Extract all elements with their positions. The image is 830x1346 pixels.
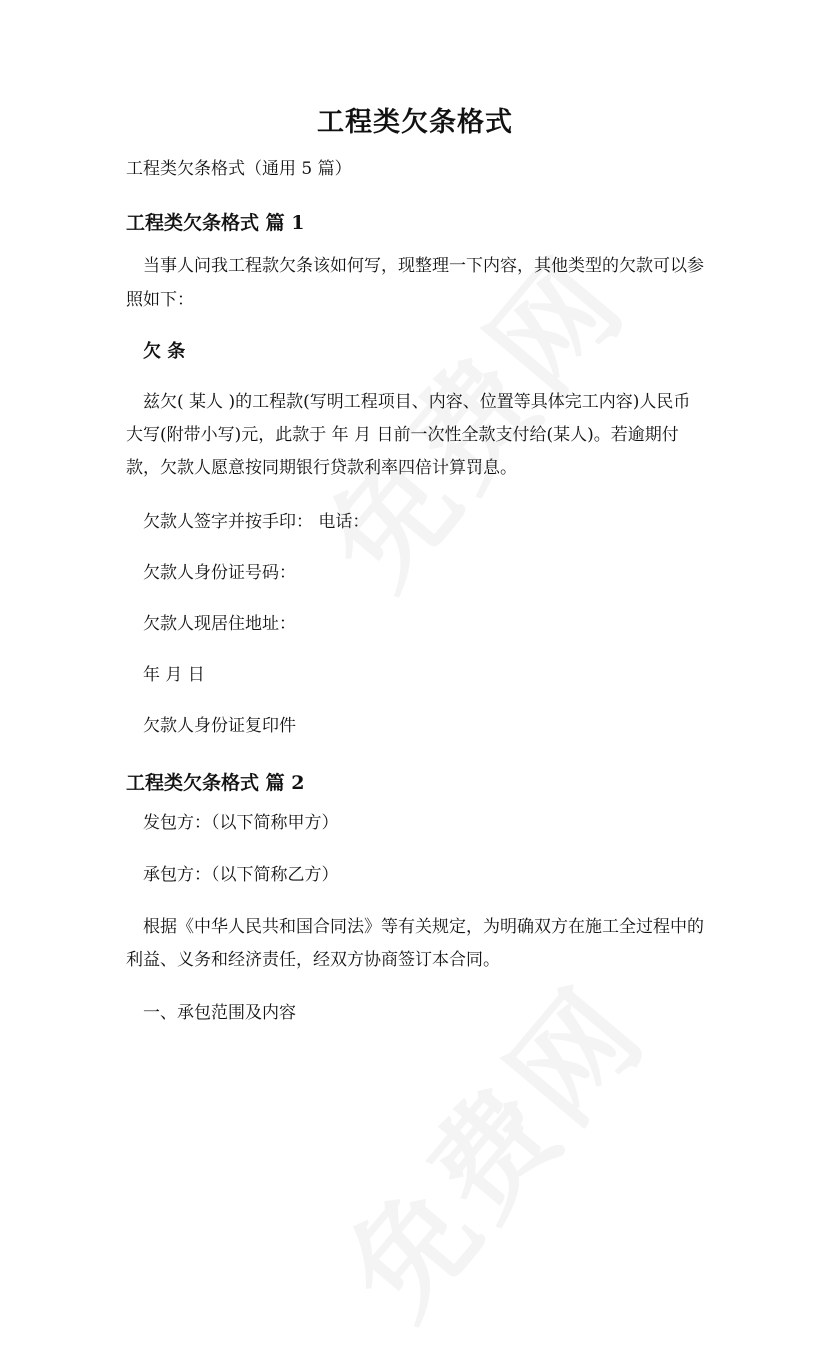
paragraph-line: 照如下： xyxy=(126,290,194,310)
paragraph-line: 兹欠( 某人 )的工程款(写明工程项目、内容、位置等具体完工内容)人民币 xyxy=(143,392,691,412)
paragraph-line: 款，欠款人愿意按同期银行贷款利率四倍计算罚息。 xyxy=(126,458,517,478)
paragraph-line: 根据《中华人民共和国合同法》等有关规定，为明确双方在施工全过程中的 xyxy=(143,917,704,937)
paragraph-line: 利益、义务和经济责任，经双方协商签订本合同。 xyxy=(126,950,500,970)
paragraph-line: 欠款人身份证号码： xyxy=(143,563,296,583)
paragraph-line: 承包方：（以下简称乙方） xyxy=(143,865,339,885)
paragraph-line: 欠款人身份证复印件 xyxy=(143,716,296,736)
paragraph-line: 大写(附带小写)元，此款于 年 月 日前一次性全款支付给(某人)。若逾期付 xyxy=(126,425,679,445)
section-heading-1: 工程类欠条格式 篇 1 xyxy=(126,212,305,234)
document-title: 工程类欠条格式 xyxy=(317,107,513,138)
note-title: 欠 条 xyxy=(143,341,186,362)
paragraph-line: 年 月 日 xyxy=(143,665,205,685)
paragraph-line: 一、承包范围及内容 xyxy=(143,1003,296,1023)
paragraph-line: 发包方：（以下简称甲方） xyxy=(143,813,339,833)
paragraph-line: 当事人问我工程款欠条该如何写，现整理一下内容，其他类型的欠款可以参 xyxy=(143,256,704,276)
document-subtitle: 工程类欠条格式（通用 5 篇） xyxy=(126,159,352,179)
paragraph-line: 欠款人现居住地址： xyxy=(143,614,296,634)
section-heading-2: 工程类欠条格式 篇 2 xyxy=(126,772,305,794)
paragraph-line: 欠款人签字并按手印： 电话： xyxy=(143,512,370,532)
